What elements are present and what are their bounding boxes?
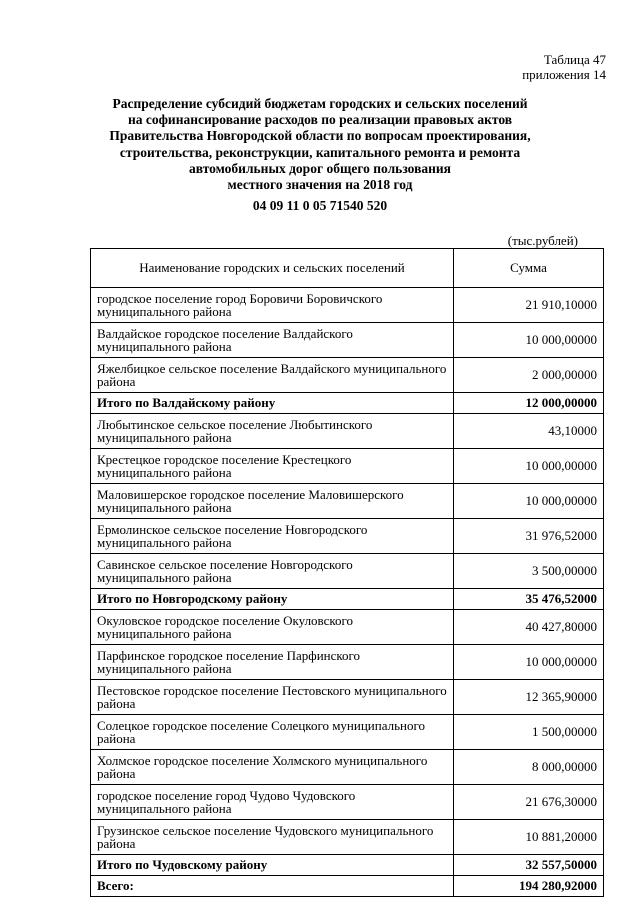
- table-row: [91, 610, 604, 645]
- subtotal-row: [91, 589, 604, 610]
- appendix-number: приложения 14: [522, 67, 606, 82]
- column-header-name: Наименование городских и сельских поселений: [91, 249, 454, 288]
- subsidy-amount: 8 000,00000: [454, 750, 604, 785]
- grand-total-row: [91, 876, 604, 897]
- table-number: Таблица 47: [543, 52, 606, 67]
- settlement-name: Итого по Новгородскому району: [91, 589, 454, 610]
- units-label: (тыс.рублей): [507, 233, 578, 248]
- settlement-name: городское поселение город Чудово Чудовского муниципального района: [91, 785, 454, 820]
- subsidy-amount: 21 910,10000: [454, 288, 604, 323]
- subsidy-amount: 12 000,00000: [454, 393, 604, 414]
- table-row: [91, 449, 604, 484]
- subsidy-amount: 10 000,00000: [454, 484, 604, 519]
- subsidy-amount: 1 500,00000: [454, 715, 604, 750]
- table-row: [91, 288, 604, 323]
- settlement-name: Любытинское сельское поселение Любытинского муниципального района: [91, 414, 454, 449]
- subtotal-row: [91, 855, 604, 876]
- table-row: [91, 645, 604, 680]
- table-row: [91, 519, 604, 554]
- subsidy-amount: 10 881,20000: [454, 820, 604, 855]
- settlement-name: Окуловское городское поселение Окуловского муниципального района: [91, 610, 454, 645]
- settlement-name: Всего:: [91, 876, 454, 897]
- title-line: на софинансирование расходов по реализации правовых актов: [127, 112, 513, 128]
- settlement-name: Маловишерское городское поселение Маловишерского муниципального района: [91, 484, 454, 519]
- settlement-name: Итого по Валдайскому району: [91, 393, 454, 414]
- subsidy-amount: 3 500,00000: [454, 554, 604, 589]
- settlement-name: Пестовское городское поселение Пестовского муниципального района: [91, 680, 454, 715]
- settlement-name: Грузинское сельское поселение Чудовского муниципального района: [91, 820, 454, 855]
- title-line: автомобильных дорог общего пользования: [189, 160, 451, 176]
- table-body: [91, 288, 604, 897]
- table-row: [91, 414, 604, 449]
- settlement-name: Крестецкое городское поселение Крестецкого муниципального района: [91, 449, 454, 484]
- settlement-name: Савинское сельское поселение Новгородского муниципального района: [91, 554, 454, 589]
- table-row: [91, 785, 604, 820]
- settlement-name: Яжелбицкое сельское поселение Валдайского муниципального района: [91, 358, 454, 393]
- subsidy-amount: 2 000,00000: [454, 358, 604, 393]
- subsidy-amount: 10 000,00000: [454, 323, 604, 358]
- column-header-sum: Сумма: [454, 249, 604, 288]
- subsidy-amount: 35 476,52000: [454, 589, 604, 610]
- title-line: местного значения на 2018 год: [227, 177, 413, 193]
- settlement-name: Парфинское городское поселение Парфинского муниципального района: [91, 645, 454, 680]
- settlement-name: Ермолинское сельское поселение Новгородского муниципального района: [91, 519, 454, 554]
- table-row: [91, 554, 604, 589]
- settlement-name: Солецкое городское поселение Солецкого муниципального района: [91, 715, 454, 750]
- budget-code: 04 09 11 0 05 71540 520: [252, 198, 388, 214]
- title-line: Правительства Новгородской области по вопросам проектирования,: [109, 128, 531, 144]
- subsidy-amount: 21 676,30000: [454, 785, 604, 820]
- table-reference: [522, 52, 606, 82]
- subsidy-amount: 32 557,50000: [454, 855, 604, 876]
- settlement-name: городское поселение город Боровичи Боровичского муниципального района: [91, 288, 454, 323]
- settlement-name: Холмское городское поселение Холмского муниципального района: [91, 750, 454, 785]
- title-line: Распределение субсидий бюджетам городских и сельских поселений: [112, 96, 528, 111]
- table-row: [91, 750, 604, 785]
- subsidy-amount: 40 427,80000: [454, 610, 604, 645]
- subsidy-amount: 12 365,90000: [454, 680, 604, 715]
- subsidy-amount: 43,10000: [454, 414, 604, 449]
- title-line: строительства, реконструкции, капитального ремонта и ремонта: [119, 144, 521, 160]
- subtotal-row: [91, 393, 604, 414]
- table-row: [91, 715, 604, 750]
- document-title: [0, 96, 640, 214]
- settlement-name: Итого по Чудовскому району: [91, 855, 454, 876]
- table-row: [91, 484, 604, 519]
- subsidy-amount: 10 000,00000: [454, 449, 604, 484]
- settlement-name: Валдайское городское поселение Валдайского муниципального района: [91, 323, 454, 358]
- subsidy-amount: 31 976,52000: [454, 519, 604, 554]
- table-header-row: [91, 249, 604, 288]
- table-row: [91, 820, 604, 855]
- subsidy-amount: 10 000,00000: [454, 645, 604, 680]
- subsidy-amount: 194 280,92000: [454, 876, 604, 897]
- subsidy-table: [90, 248, 604, 897]
- table-row: [91, 680, 604, 715]
- table-row: [91, 323, 604, 358]
- table-row: [91, 358, 604, 393]
